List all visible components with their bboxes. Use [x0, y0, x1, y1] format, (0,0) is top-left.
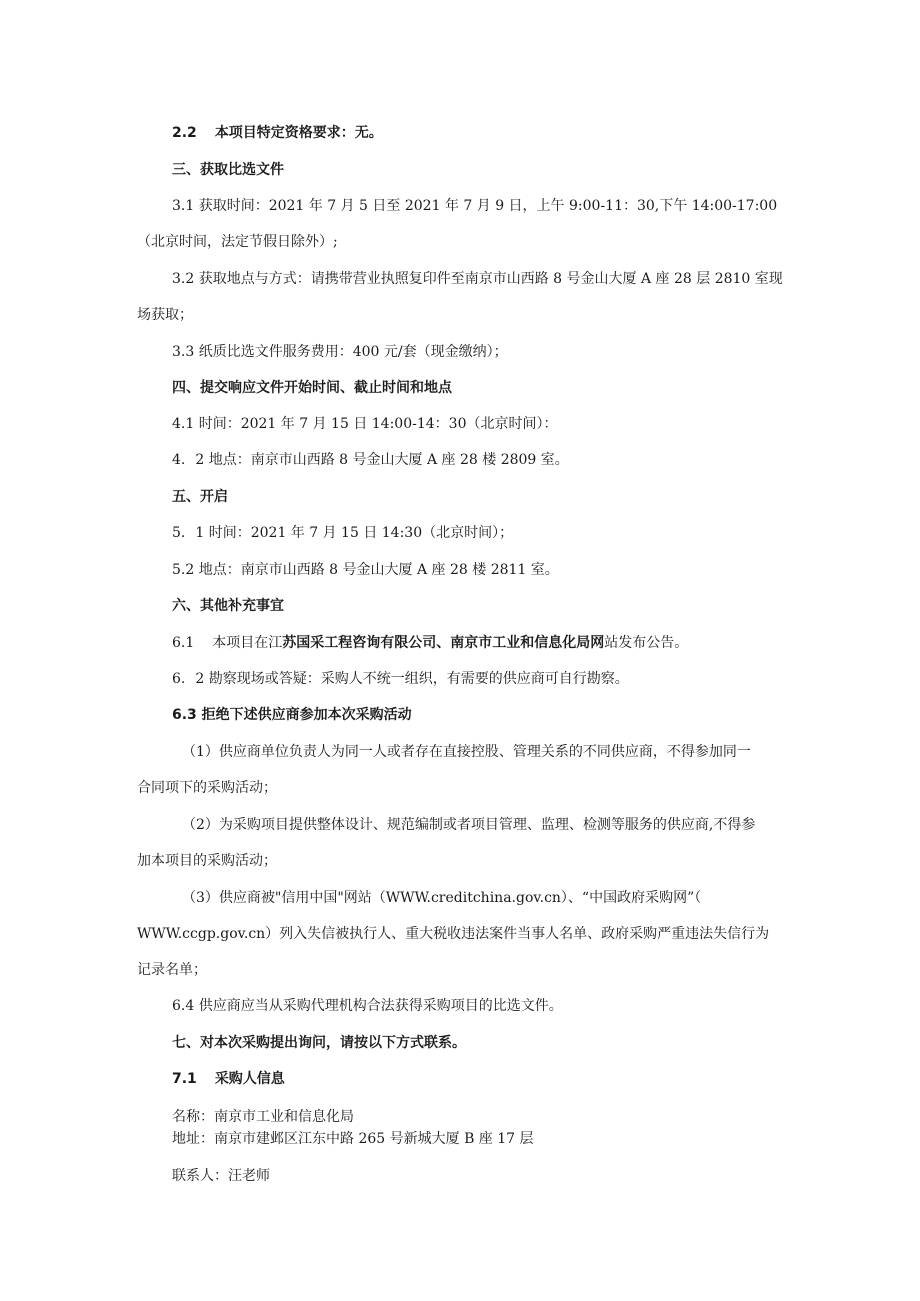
heading-7-1	[172, 1070, 285, 1088]
heading-section-4: 四、提交响应文件开始时间、截止时间和地点	[172, 380, 452, 396]
paragraph-text: 2 勘察现场或答疑：采购人不统一组织，有需要的供应商可自行勘察。	[195, 671, 629, 687]
paragraph-text: 2 地点：南京市山西路 8 号金山大厦 A 座 28 楼 2809 室。	[195, 452, 569, 468]
heading-section-5: 五、开启	[172, 489, 228, 505]
paragraph-3-1-line-2: （北京时间，法定节假日除外）;	[137, 234, 338, 250]
paragraph-4-1: 4.1 时间：2021 年 7 月 15 日 14:00-14：30（北京时间）：	[172, 416, 558, 432]
item-1-line-1: （1）供应商单位负责人为同一人或者存在直接控股、管理关系的不同供应商，不得参加同一	[182, 744, 751, 760]
paragraph-6-1	[172, 634, 688, 652]
paragraph-text-c: 站发布公告。	[604, 635, 689, 651]
paragraph-3-1-line-1: 3.1 获取时间：2021 年 7 月 5 日至 2021 年 7 月 9 日，上午 9:00-11：30,下午 14:00-17:00	[172, 198, 778, 214]
paragraph-6-2	[172, 670, 629, 688]
item-2-line-1: （2）为采购项目提供整体设计、规范编制或者项目管理、监理、检测等服务的供应商,不得参	[182, 817, 756, 833]
heading-section-6: 六、其他补充事宜	[172, 598, 284, 614]
paragraph-number: 6.	[172, 671, 186, 687]
paragraph-text-b: 苏国采工程咨询有限公司、南京市工业和信息化局网	[282, 635, 605, 651]
paragraph-text: 1 时间：2021 年 7 月 15 日 14:30（北京时间）；	[195, 525, 514, 541]
paragraph-number: 4.	[172, 452, 186, 468]
item-3-line-3: 记录名单；	[137, 962, 207, 978]
paragraph-3-3: 3.3 纸质比选文件服务费用：400 元/套（现金缴纳）；	[172, 344, 508, 360]
section-number: 2.2	[172, 125, 197, 141]
section-text: 采购人信息	[214, 1071, 285, 1087]
paragraph-3-2-line-1: 3.2 获取地点与方式：请携带营业执照复印件至南京市山西路 8 号金山大厦 A 座 28 层 2810 室现	[172, 271, 783, 287]
item-3-line-1: （3）供应商被"信用中国"网站（WWW.creditchina.gov.cn）、“中国政府采购网”（	[182, 890, 702, 906]
paragraph-number: 6.1	[172, 635, 195, 651]
purchaser-address: 地址：南京市建邺区江东中路 265 号新城大厦 B 座 17 层	[172, 1131, 534, 1147]
section-number: 7.1	[172, 1071, 197, 1087]
section-text: 本项目特定资格要求：无。	[214, 125, 383, 141]
paragraph-text-a: 本项目在江	[212, 635, 283, 651]
purchaser-contact: 联系人：汪老师	[172, 1168, 270, 1184]
item-2-line-2: 加本项目的采购活动；	[137, 853, 277, 869]
heading-section-3: 三、获取比选文件	[172, 162, 284, 178]
paragraph-3-2-line-2: 场获取；	[137, 307, 193, 323]
paragraph-6-4: 6.4 供应商应当从采购代理机构合法获得采购项目的比选文件。	[172, 998, 563, 1014]
paragraph-4-2	[172, 451, 569, 469]
purchaser-name: 名称：南京市工业和信息化局	[172, 1109, 354, 1125]
heading-6-3: 6.3 拒绝下述供应商参加本次采购活动	[172, 707, 412, 723]
section-2-2	[172, 124, 383, 142]
paragraph-number: 5.	[172, 525, 186, 541]
item-3-line-2: WWW.ccgp.gov.cn）列入失信被执行人、重大税收违法案件当事人名单、政府采购严重违法失信行为	[137, 926, 770, 942]
heading-section-7: 七、对本次采购提出询问，请按以下方式联系。	[172, 1035, 466, 1051]
paragraph-5-2: 5.2 地点：南京市山西路 8 号金山大厦 A 座 28 楼 2811 室。	[172, 562, 559, 578]
item-1-line-2: 合同项下的采购活动；	[137, 780, 277, 796]
paragraph-5-1	[172, 524, 513, 542]
